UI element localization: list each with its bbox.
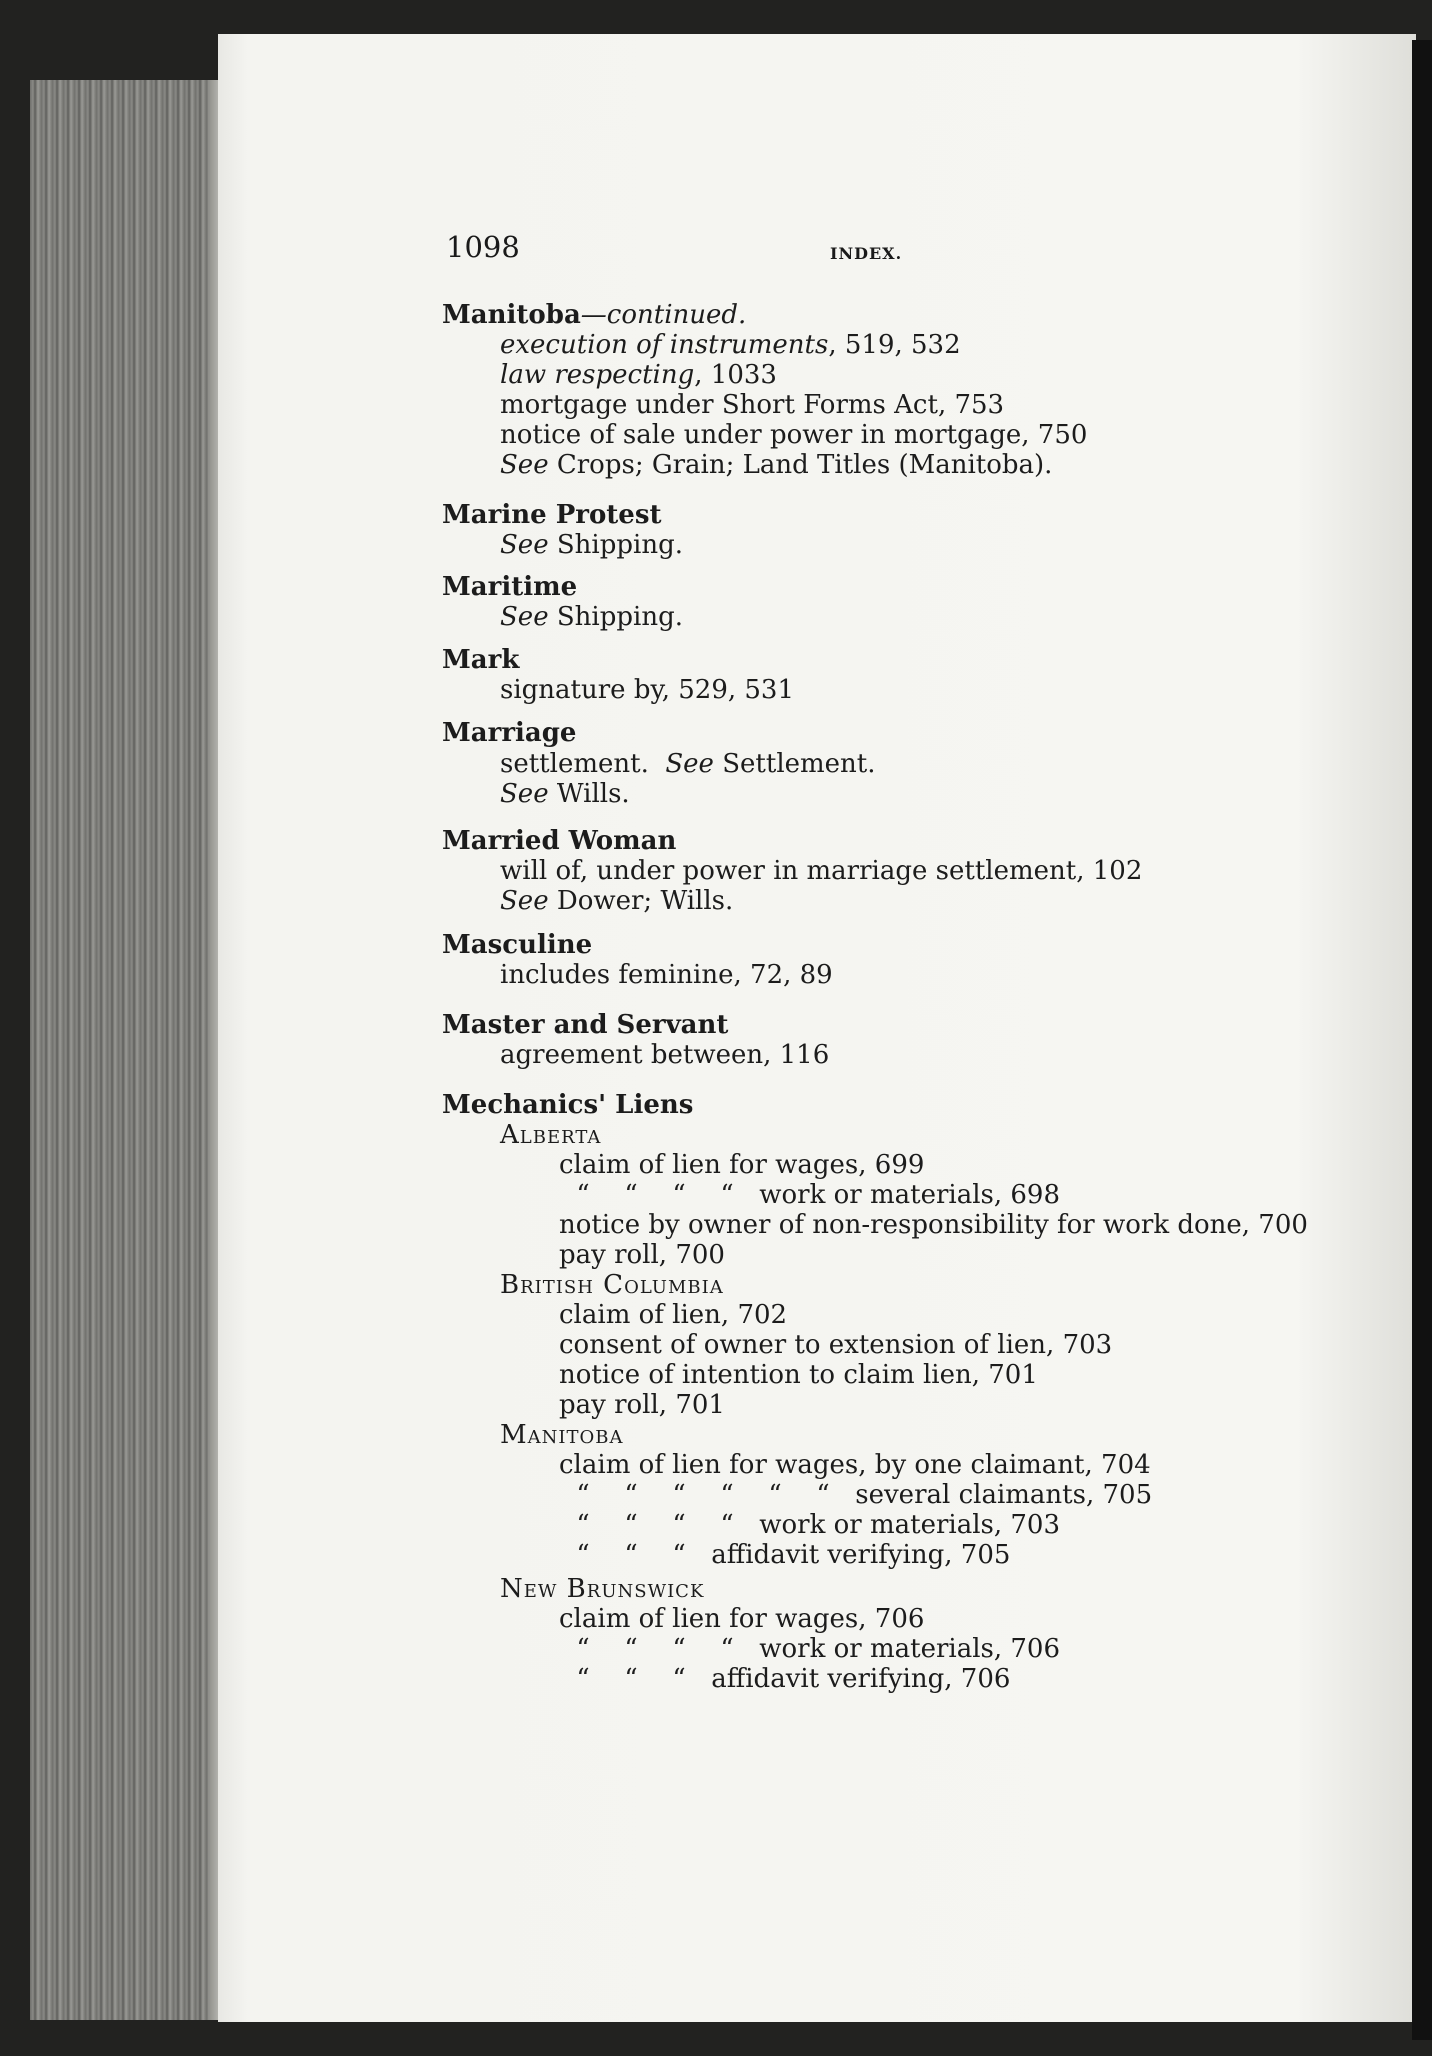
subentry-text: affidavit verifying, 705: [711, 1540, 1011, 1570]
ditto-mark: “: [576, 1634, 590, 1664]
entry-heading-mechanics-liens: Mechanics' Liens: [442, 1090, 694, 1120]
subentry-notice-of-sale: notice of sale under power in mortgage, 750: [500, 420, 1088, 450]
see-also-marine: [500, 530, 683, 560]
nb-ditto-work: [559, 1634, 1060, 1664]
see-also-maritime: [500, 602, 683, 632]
entry-heading-marine-protest: Marine Protest: [442, 500, 662, 530]
entry-heading-married-woman: Married Woman: [442, 826, 677, 856]
ditto-mark: “: [576, 1180, 590, 1210]
see-also-marriage: [500, 779, 630, 809]
ab-ditto-work: [559, 1180, 1060, 1210]
entry-heading-manitoba: [442, 300, 746, 330]
subentry-includes-feminine: includes feminine, 72, 89: [500, 960, 833, 990]
subentry-settlement: [500, 749, 876, 779]
bc-pay-roll: pay roll, 701: [559, 1390, 725, 1420]
mb-ditto-affidavit: [559, 1540, 1010, 1570]
see-targets: Shipping.: [548, 602, 683, 632]
subentry-italic: execution of instruments: [500, 330, 829, 360]
subentry-signature: signature by, 529, 531: [500, 675, 795, 705]
see-also-married-woman: [500, 886, 733, 916]
ditto-mark: “: [672, 1180, 686, 1210]
ab-pay-roll: pay roll, 700: [559, 1240, 725, 1270]
page-refs: , 519, 532: [828, 330, 961, 360]
ditto-mark: “: [576, 1540, 590, 1570]
province-alberta: Alberta: [500, 1120, 602, 1150]
see-targets: Wills.: [548, 779, 630, 809]
province-new-brunswick: New Brunswick: [500, 1574, 705, 1604]
ditto-mark: “: [624, 1180, 638, 1210]
entry-heading-master-servant: Master and Servant: [442, 1010, 729, 1040]
ditto-mark: “: [720, 1480, 734, 1510]
scan-right-border: [1412, 40, 1432, 2040]
bc-notice: notice of intention to claim lien, 701: [559, 1360, 1038, 1390]
book-page-edge: [30, 80, 226, 2020]
see-targets: Crops; Grain; Land Titles (Manitoba).: [548, 450, 1053, 480]
ditto-mark: “: [624, 1540, 638, 1570]
subentry-execution: [500, 330, 961, 360]
ditto-mark: “: [624, 1634, 638, 1664]
ditto-mark: “: [576, 1510, 590, 1540]
see-targets: Dower; Wills.: [548, 886, 734, 916]
nb-ditto-affidavit: [559, 1664, 1010, 1694]
see-also-manitoba: [500, 450, 1052, 480]
see-label: See: [500, 779, 549, 809]
entry-heading-maritime: Maritime: [442, 572, 578, 602]
mb-claim-one: claim of lien for wages, by one claimant, 704: [559, 1450, 1151, 1480]
subentry-agreement: agreement between, 116: [500, 1040, 830, 1070]
running-head: [446, 230, 1046, 270]
see-targets: Settlement.: [713, 749, 876, 779]
subentry-text: work or materials, 706: [759, 1634, 1061, 1664]
subentry-text: settlement.: [500, 749, 666, 779]
heading-text: Manitoba: [442, 300, 581, 330]
subentry-text: several claimants, 705: [855, 1480, 1153, 1510]
ditto-mark: “: [576, 1664, 590, 1694]
ditto-mark: “: [672, 1634, 686, 1664]
entry-heading-masculine: Masculine: [442, 930, 593, 960]
nb-claim-wages: claim of lien for wages, 706: [559, 1604, 925, 1634]
continued-label: —continued.: [580, 300, 747, 330]
mb-ditto-several: [559, 1480, 1152, 1510]
ditto-mark: “: [672, 1664, 686, 1694]
see-label: See: [665, 749, 714, 779]
running-title: INDEX.: [830, 244, 903, 263]
ditto-mark: “: [672, 1540, 686, 1570]
subentry-text: work or materials, 698: [759, 1180, 1061, 1210]
ditto-mark: “: [816, 1480, 830, 1510]
subentry-mortgage: mortgage under Short Forms Act, 753: [500, 390, 1005, 420]
ab-claim-wages: claim of lien for wages, 699: [559, 1150, 925, 1180]
ditto-mark: “: [624, 1480, 638, 1510]
subentry-text: affidavit verifying, 706: [711, 1664, 1011, 1694]
ditto-mark: “: [672, 1510, 686, 1540]
ditto-mark: “: [720, 1180, 734, 1210]
mb-ditto-work: [559, 1510, 1060, 1540]
see-label: See: [500, 530, 549, 560]
ab-notice-owner: notice by owner of non-responsibility for work done, 700: [559, 1210, 1308, 1240]
ditto-mark: “: [624, 1664, 638, 1694]
province-british-columbia: British Columbia: [500, 1270, 724, 1300]
province-manitoba: Manitoba: [500, 1420, 624, 1450]
subentry-italic: law respecting: [500, 360, 695, 390]
see-label: See: [500, 886, 549, 916]
ditto-mark: “: [576, 1480, 590, 1510]
ditto-mark: “: [672, 1480, 686, 1510]
entry-heading-marriage: Marriage: [442, 718, 577, 748]
ditto-mark: “: [720, 1510, 734, 1540]
page-refs: , 1033: [694, 360, 777, 390]
bc-consent: consent of owner to extension of lien, 703: [559, 1330, 1113, 1360]
ditto-mark: “: [768, 1480, 782, 1510]
subentry-law: [500, 360, 777, 390]
see-label: See: [500, 602, 549, 632]
page-number: 1098: [446, 230, 520, 264]
subentry-will-of: will of, under power in marriage settlement, 102: [500, 856, 1143, 886]
see-label: See: [500, 450, 549, 480]
bc-claim: claim of lien, 702: [559, 1300, 788, 1330]
see-targets: Shipping.: [548, 530, 683, 560]
ditto-mark: “: [720, 1634, 734, 1664]
subentry-text: work or materials, 703: [759, 1510, 1061, 1540]
entry-heading-mark: Mark: [442, 645, 520, 675]
ditto-mark: “: [624, 1510, 638, 1540]
